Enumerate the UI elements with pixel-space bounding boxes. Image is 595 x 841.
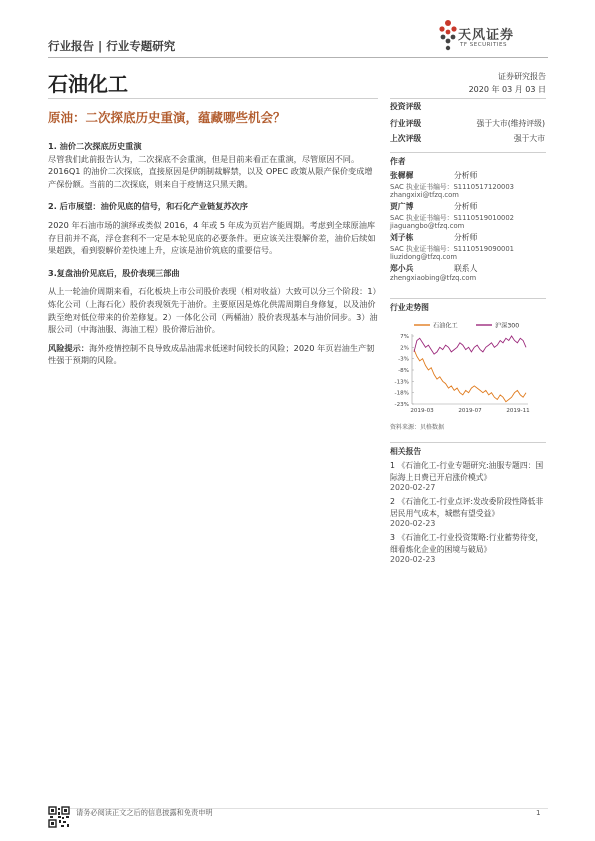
y-tick-label: -18% (394, 390, 409, 397)
sidebar-rule-authors (390, 152, 546, 153)
section-text-1: 尽管我们此前报告认为，二次探底不会重演，但是目前来看正在重演，尽管原因不同。2016Q1 的油价二次探底，直接原因是伊朗制裁解禁，以及 OPEC 政策从限产保价变成增产保份额。当前的二次探底，则来自于疫情这只黑天鹅。 (48, 153, 373, 189)
chart-source: 资料来源：贝格数据 (390, 424, 445, 431)
related-item-date: 2020-02-23 (390, 519, 436, 528)
rating-prev-label: 上次评级 (390, 134, 422, 143)
related-item-text[interactable]: 2 《石油化工-行业点评:发改委阶段性降低非居民用气成本，城燃有望受益》 (390, 497, 544, 518)
related-item[interactable] (390, 532, 545, 564)
brand-logo-mark (438, 18, 458, 52)
author-sac: SAC 执业证书编号：S1110517120003 (390, 183, 514, 191)
sector-title: 石油化工 (48, 72, 128, 96)
author-email[interactable]: zhengxiaobing@tfzq.com (390, 274, 477, 282)
y-tick-label: -3% (398, 356, 409, 363)
authors-block (390, 156, 545, 282)
y-tick-label: -8% (398, 368, 409, 374)
trend-chart (388, 316, 546, 416)
title-divider (48, 98, 378, 99)
section-heading-3: 3.复盘油价见底后，股价表现三部曲 (48, 267, 180, 278)
qr-code-icon (48, 806, 70, 828)
section-text-3: 从上一轮油价周期来看，石化板块上市公司股价表现（相对收益）大致可以分三个阶段：1）炼化公司（上海石化）股价表现领先于油价。主要原因是炼化供需周期自身修复，以及油价跌至绝对低位带来的价差修复。2）一体化公司（两桶油）股价表现基本与油价同步。3）油服公司（中海油服、海油工程）股价滞后油价。 (48, 286, 378, 335)
series-line (414, 350, 526, 402)
y-tick-label: 7% (400, 334, 409, 340)
section-heading-2: 2. 后市展望：油价见底的信号，和石化产业链复苏次序 (48, 201, 248, 212)
header-divider (48, 57, 548, 58)
sidebar-rule-trend (390, 298, 546, 299)
chart-series (414, 336, 526, 402)
author-email[interactable]: jiaguangbo@tfzq.com (390, 222, 465, 230)
related-item-text[interactable]: 3 《石油化工-行业投资策略:行业蓄势待变，细看炼化企业的困境与破局》 (390, 533, 544, 554)
rating-prev-row (390, 133, 545, 144)
author-email[interactable]: liuzidong@tfzq.com (390, 253, 458, 261)
x-tick-label: 2019-07 (458, 408, 482, 414)
brand-name: 天风证券 (458, 28, 515, 43)
x-tick-label: 2019-03 (410, 408, 434, 414)
rating-heading: 投资评级 (390, 102, 422, 111)
author-name: 刘子栋 (390, 233, 414, 242)
legend-label: 石油化工 (433, 322, 458, 330)
report-title: 原油：二次探底历史重演，蕴藏哪些机会？ (48, 110, 286, 125)
author-role: 分析师 (454, 202, 478, 211)
author-name: 郑小兵 (390, 264, 414, 273)
related-item-text[interactable]: 1 《石油化工-行业专题研究:油服专题四：国际海上日费已开启涨价模式》 (390, 461, 544, 482)
report-category: 行业报告 | 行业专题研究 (48, 39, 176, 53)
author-email[interactable]: zhangxixi@tfzq.com (390, 191, 459, 199)
author-entry (390, 263, 545, 282)
chart-legend (414, 322, 519, 330)
related-item-date: 2020-02-23 (390, 555, 436, 564)
author-role: 分析师 (454, 233, 478, 242)
legend-label: 沪深300 (495, 322, 520, 330)
rating-industry-label: 行业评级 (390, 119, 422, 128)
trend-heading: 行业走势图 (390, 303, 429, 312)
brand-name-en: TF SECURITIES (460, 42, 507, 48)
page-number: 1 (536, 808, 541, 817)
trend-heading-wrap (390, 302, 545, 313)
author-entry (390, 201, 545, 230)
related-block (390, 446, 545, 564)
risk-text: 海外疫情控制不良导致成品油需求低迷时间较长的风险；2020 年页岩油生产韧性强于预期的风险。 (48, 342, 375, 366)
chart-axes (395, 334, 531, 414)
main-body (48, 140, 378, 367)
author-role: 联系人 (454, 264, 478, 273)
authors-heading: 作者 (390, 157, 406, 166)
sidebar-rule-related (390, 442, 546, 443)
series-line (414, 336, 526, 354)
related-item[interactable] (390, 496, 545, 528)
trend-chart-svg (388, 316, 546, 416)
author-name: 贾广博 (390, 202, 414, 211)
rating-industry-row (390, 118, 545, 129)
x-tick-label: 2019-11 (506, 408, 530, 414)
report-type: 证券研究报告 (498, 72, 546, 81)
rating-prev-value: 强于大市 (513, 134, 545, 143)
related-item-date: 2020-02-27 (390, 483, 436, 492)
section-text-2: 2020 年石油市场的演绎或类似 2016，4 年或 5 年成为页岩产能周期。考虑到全球原油库存目前并不高，浮仓套利不一定是本轮见底的必要条件。更应该关注裂解价差，油价后续如果超跌，看到裂解价差快速上升，应该是油价筑底的重要信号。 (48, 219, 376, 256)
risk-paragraph (48, 342, 378, 367)
section-heading-1: 1. 油价二次探底历史重演 (48, 141, 142, 151)
rating-industry-value: 强于大市(维持评级) (476, 119, 545, 128)
related-heading: 相关报告 (390, 447, 422, 456)
related-item[interactable] (390, 460, 545, 492)
rating-block (390, 101, 545, 144)
risk-label: 风险提示： (48, 342, 89, 353)
author-name: 张樨樨 (390, 171, 414, 180)
y-tick-label: -23% (394, 402, 409, 408)
report-date: 2020 年 03 月 03 日 (468, 85, 546, 94)
footer-disclaimer: 请务必阅读正文之后的信息披露和免责申明 (76, 808, 213, 817)
sidebar-rule-top (390, 98, 546, 99)
y-tick-label: -13% (394, 379, 409, 386)
y-tick-label: 2% (400, 345, 409, 352)
tf-logo-icon (438, 18, 458, 52)
author-role: 分析师 (454, 171, 478, 180)
author-entry (390, 232, 545, 261)
author-entry (390, 170, 545, 199)
author-sac: SAC 执业证书编号：S1110519090001 (390, 245, 514, 253)
author-sac: SAC 执业证书编号：S1110519010002 (390, 214, 514, 222)
